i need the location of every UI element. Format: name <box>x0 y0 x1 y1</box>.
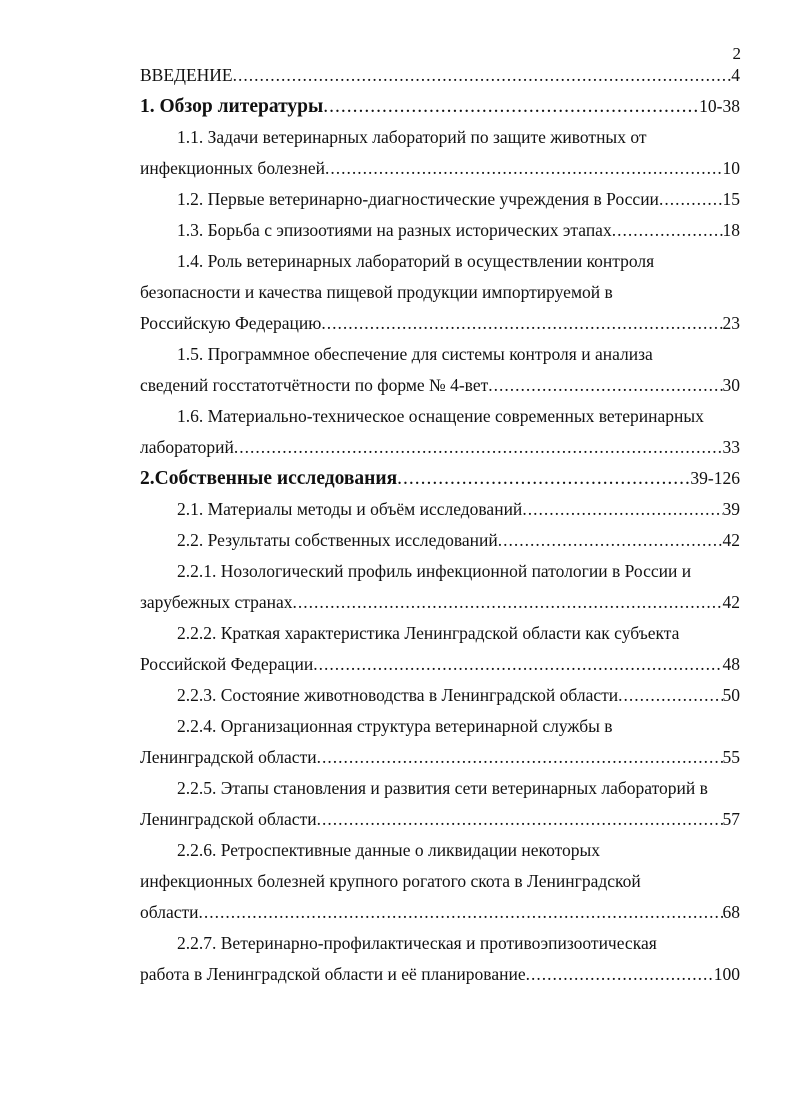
toc-entry-2-2-7-line2[interactable] <box>140 959 740 990</box>
toc-entry-title: сведений госстатотчётности по форме № 4-вет <box>140 375 489 395</box>
toc-entry-page: 42 <box>722 592 740 612</box>
dot-leader <box>293 587 723 618</box>
toc-entry-chapter-2[interactable] <box>140 463 740 494</box>
toc-entry-2-2-3[interactable] <box>140 680 740 711</box>
dot-leader <box>234 432 723 463</box>
toc-entry-page: 68 <box>722 902 740 922</box>
toc-entry-page: 33 <box>722 437 740 457</box>
toc-entry-title: 2.2. Результаты собственных исследований <box>177 530 498 550</box>
dot-leader <box>317 742 723 773</box>
toc-entry-2-2-2-line2[interactable] <box>140 649 740 680</box>
toc-entry-2-2-4-line1[interactable]: 2.2.4. Организационная структура ветеринарной службы в <box>177 716 613 736</box>
toc-entry-title: Российской Федерации <box>140 654 314 674</box>
toc-entry-chapter-1[interactable] <box>140 91 740 122</box>
toc-entry-page: 50 <box>722 685 740 705</box>
toc-entry-2-2-6-line1[interactable]: 2.2.6. Ретроспективные данные о ликвидации некоторых <box>177 840 601 860</box>
toc-entry-page: 39-126 <box>690 468 740 488</box>
dot-leader <box>659 184 723 215</box>
toc-entry-2-2-5-line2[interactable] <box>140 804 740 835</box>
dot-leader <box>325 153 723 184</box>
toc-entry-page: 10-38 <box>699 96 740 116</box>
toc-entry-title: лабораторий <box>140 437 234 457</box>
toc-entry-2-1[interactable] <box>140 494 740 525</box>
toc-entry-2-2-1-line2[interactable] <box>140 587 740 618</box>
toc-entry-title: области <box>140 902 199 922</box>
dot-leader <box>321 308 722 339</box>
toc-entry-page: 18 <box>722 220 740 240</box>
toc-entry-title: 2.2.3. Состояние животноводства в Ленинградской области <box>177 685 619 705</box>
dot-leader <box>397 463 690 494</box>
toc-entry-title: зарубежных странах <box>140 592 293 612</box>
toc-entry-page: 57 <box>722 809 740 829</box>
toc-entry-1-3[interactable] <box>140 215 740 246</box>
dot-leader <box>323 91 699 122</box>
toc-entry-page: 55 <box>722 747 740 767</box>
toc-entry-page: 39 <box>722 499 740 519</box>
toc-entry-2-2-7-line1[interactable]: 2.2.7. Ветеринарно-профилактическая и противоэпизоотическая <box>177 933 657 953</box>
dot-leader <box>317 804 723 835</box>
toc-entry-page: 30 <box>722 375 740 395</box>
toc-entry-page: 23 <box>722 313 740 333</box>
toc-entry-page: 15 <box>722 189 740 209</box>
toc-entry-page: 42 <box>722 530 740 550</box>
toc-entry-page: 48 <box>722 654 740 674</box>
toc-entry-title: Российскую Федерацию <box>140 313 322 333</box>
toc-entry-title: 2.1. Материалы методы и объём исследований <box>177 499 523 519</box>
toc-entry-intro[interactable] <box>140 60 740 91</box>
toc-entry-1-1-line2[interactable] <box>140 153 740 184</box>
dot-leader <box>233 60 732 91</box>
toc-entry-title: ВВЕДЕНИЕ <box>140 65 233 85</box>
toc-entry-2-2-6-line3[interactable] <box>140 897 740 928</box>
toc-entry-title: Ленинградской области <box>140 809 317 829</box>
toc-entry-title: 1.2. Первые ветеринарно-диагностические учреждения в России <box>177 189 659 209</box>
dot-leader <box>498 525 723 556</box>
table-of-contents <box>140 60 740 990</box>
toc-entry-1-6-line2[interactable] <box>140 432 740 463</box>
dot-leader <box>612 215 723 246</box>
toc-entry-1-2[interactable] <box>140 184 740 215</box>
toc-entry-1-4-line1[interactable]: 1.4. Роль ветеринарных лабораторий в осуществлении контроля <box>177 251 655 271</box>
toc-entry-title: инфекционных болезней <box>140 158 325 178</box>
toc-entry-1-4-line3[interactable] <box>140 308 740 339</box>
dot-leader <box>522 494 722 525</box>
toc-entry-title: работа в Ленинградской области и её планирование <box>140 964 526 984</box>
dot-leader <box>199 897 723 928</box>
toc-entry-1-1-line1[interactable]: 1.1. Задачи ветеринарных лабораторий по защите животных от <box>177 127 647 147</box>
toc-entry-page: 4 <box>731 65 740 85</box>
toc-entry-page: 10 <box>722 158 740 178</box>
toc-entry-title: Ленинградской области <box>140 747 317 767</box>
toc-entry-title: 1. Обзор литературы <box>140 96 324 117</box>
toc-entry-1-6-line1[interactable]: 1.6. Материально-техническое оснащение современных ветеринарных <box>177 406 704 426</box>
toc-entry-title: 1.3. Борьба с эпизоотиями на разных исторических этапах <box>177 220 612 240</box>
toc-entry-title: 2.Собственные исследования <box>140 468 398 489</box>
toc-entry-2-2-2-line1[interactable]: 2.2.2. Краткая характеристика Ленинградской области как субъекта <box>177 623 680 643</box>
toc-entry-2-2[interactable] <box>140 525 740 556</box>
toc-entry-2-2-5-line1[interactable]: 2.2.5. Этапы становления и развития сети ветеринарных лабораторий в <box>177 778 708 798</box>
toc-entry-2-2-1-line1[interactable]: 2.2.1. Нозологический профиль инфекционной патологии в России и <box>177 561 692 581</box>
toc-entry-1-5-line2[interactable] <box>140 370 740 401</box>
dot-leader <box>488 370 722 401</box>
toc-entry-1-5-line1[interactable]: 1.5. Программное обеспечение для системы контроля и анализа <box>177 344 653 364</box>
dot-leader <box>526 959 714 990</box>
toc-entry-1-4-line2[interactable]: безопасности и качества пищевой продукции импортируемой в <box>140 282 613 302</box>
toc-entry-2-2-6-line2[interactable]: инфекционных болезней крупного рогатого скота в Ленинградской <box>140 871 641 891</box>
toc-entry-page: 100 <box>713 964 740 984</box>
dot-leader <box>618 680 722 711</box>
dot-leader <box>313 649 722 680</box>
page-number: 2 <box>732 44 741 63</box>
toc-entry-2-2-4-line2[interactable] <box>140 742 740 773</box>
